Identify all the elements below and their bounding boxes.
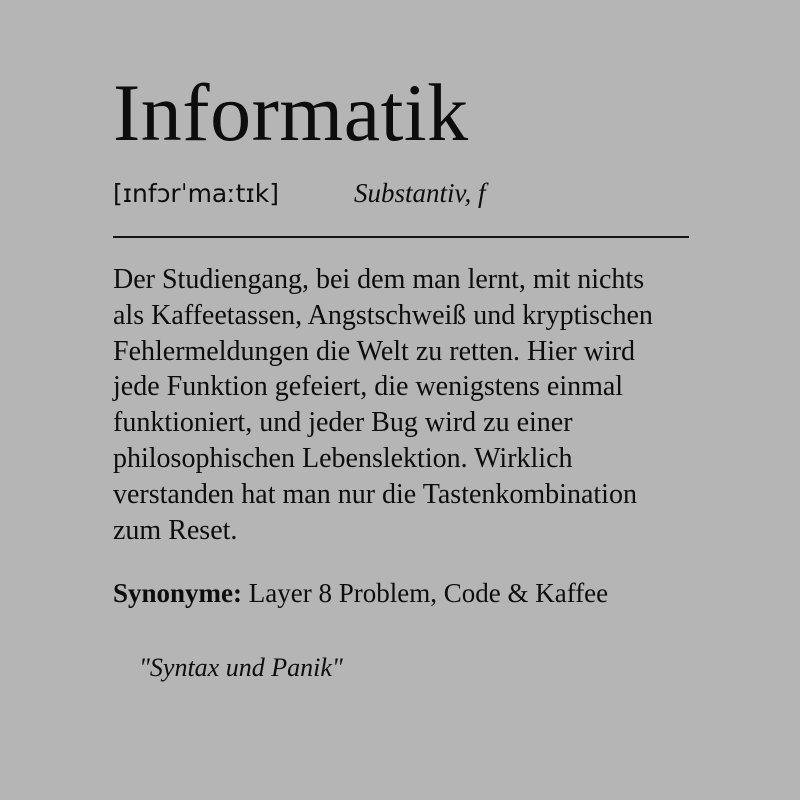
- entry-meta-row: [113, 180, 690, 214]
- divider-rule: [113, 236, 689, 238]
- headword: Informatik: [113, 67, 469, 158]
- synonyms-value: Layer 8 Problem, Code & Kaffee: [248, 577, 609, 608]
- definition-text: Der Studiengang, bei dem man lernt, mit nichts als Kaffeetassen, Angstschweiß und kryptischen Fehlermeldungen die Welt zu retten. Hier wird jede Funktion gefeiert, die wenigstens einmal funktioniert, und jeder Bug wird zu einer philosophischen Lebenslektion. Wirklich verstanden hat man nur die Tastenkombination zum Reset.: [113, 264, 653, 546]
- pronunciation: [ɪnfɔrˈmaːtɪk]: [113, 179, 279, 208]
- part-of-speech: Substantiv, f: [354, 178, 486, 208]
- synonyms-line: [113, 577, 690, 611]
- quote-text: "Syntax und Panik": [139, 653, 343, 683]
- synonyms-label: Synonyme:: [113, 577, 243, 608]
